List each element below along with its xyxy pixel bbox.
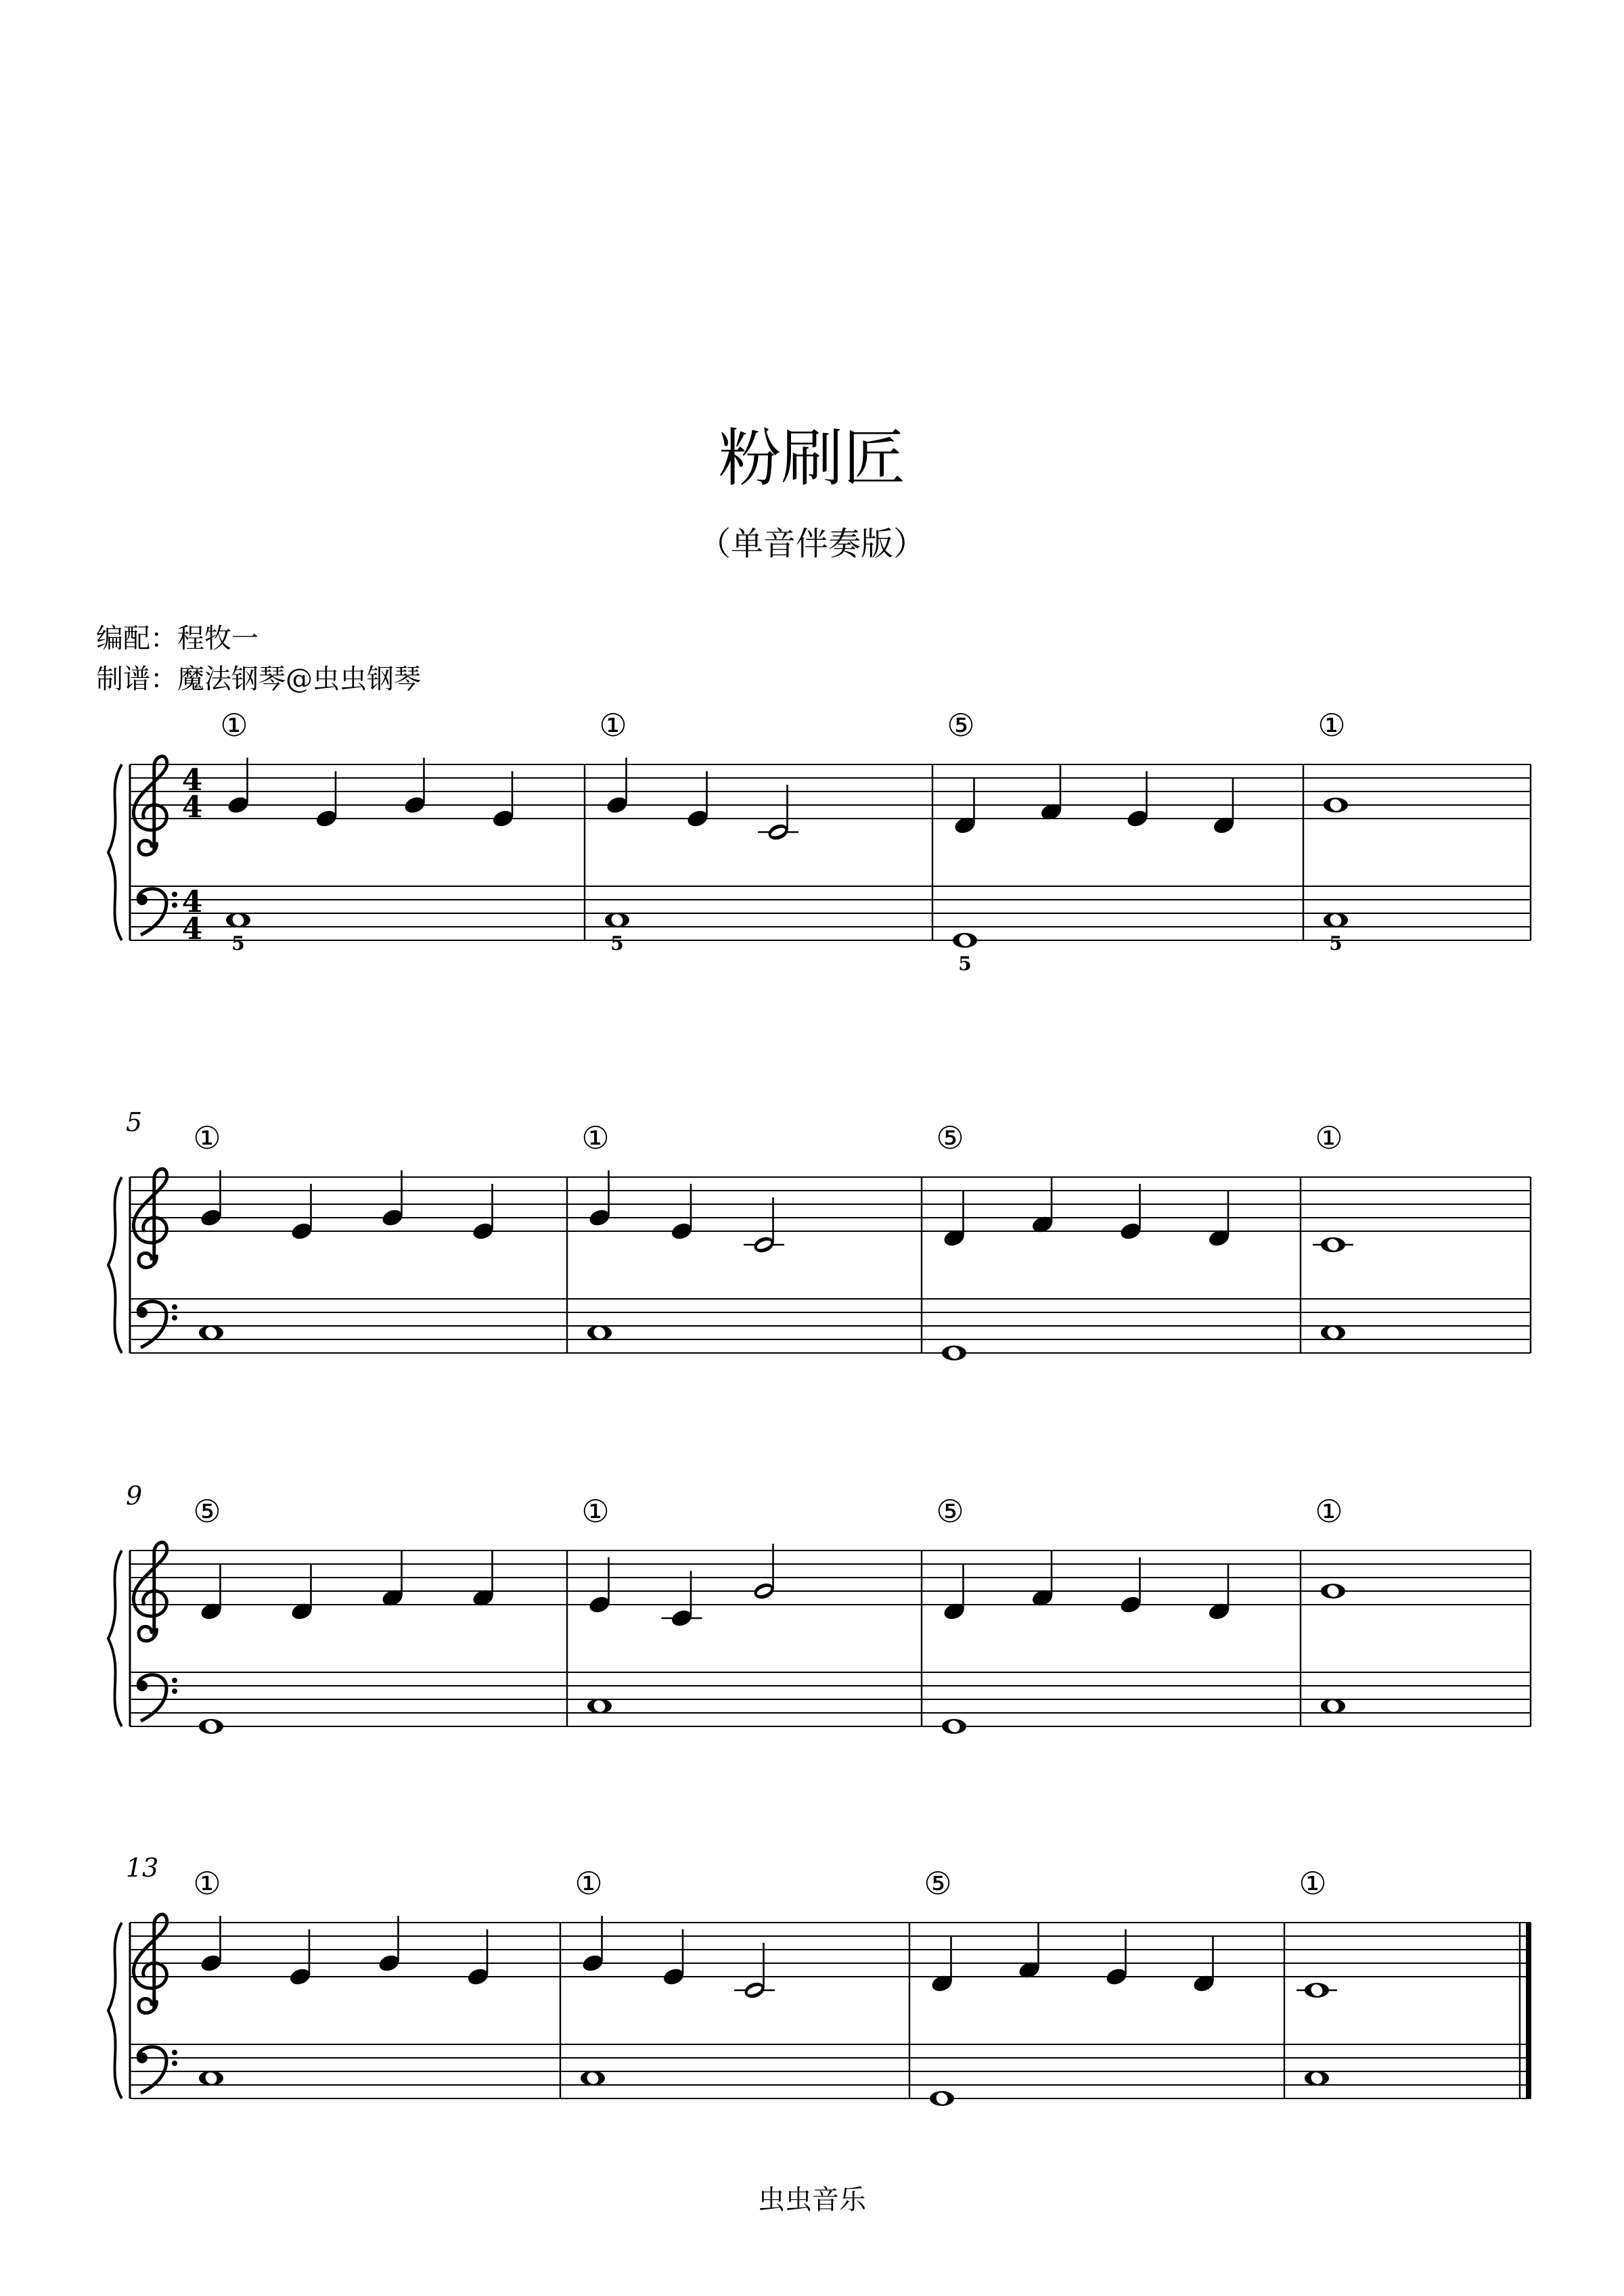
- fingering-number: 5: [231, 932, 245, 955]
- chord-degree-label: ①: [220, 707, 248, 743]
- time-signature-bottom: 4: [181, 790, 203, 825]
- measure-number: 13: [126, 1853, 159, 1883]
- measure-number: 5: [126, 1107, 143, 1137]
- chord-degree-label: ①: [581, 1120, 610, 1156]
- score-subtitle: （单音伴奏版）: [698, 525, 926, 563]
- chord-degree-label: ①: [1299, 1865, 1327, 1902]
- chord-degree-label: ①: [1315, 1493, 1343, 1530]
- publisher-footer: 虫虫音乐: [758, 2184, 866, 2215]
- chord-degree-label: ①: [193, 1865, 221, 1902]
- score-title: 粉刷匠: [718, 422, 905, 495]
- chord-degree-label: ①: [599, 707, 627, 743]
- time-signature-top: 4: [181, 763, 203, 798]
- chord-degree-label: ⑤: [936, 1120, 964, 1156]
- chord-degree-label: ①: [193, 1120, 221, 1156]
- fingering-number: 5: [610, 932, 624, 955]
- bass-clef-icon: [137, 1302, 177, 1348]
- system-brace: [108, 1551, 122, 1726]
- notation-credit: 制谱：魔法钢琴@虫虫钢琴: [96, 664, 421, 695]
- chord-degree-label: ⑤: [936, 1493, 964, 1530]
- system-brace: [108, 1923, 122, 2098]
- system-brace: [108, 764, 122, 940]
- system-brace: [108, 1177, 122, 1353]
- bass-clef-icon: [137, 2047, 177, 2093]
- measure-number: 9: [126, 1481, 143, 1511]
- bass-clef-icon: [137, 1675, 177, 1721]
- chord-degree-label: ①: [574, 1865, 603, 1902]
- chord-degree-label: ⑤: [924, 1865, 952, 1902]
- chord-degree-label: ①: [581, 1493, 610, 1530]
- chord-degree-label: ⑤: [193, 1493, 221, 1530]
- chord-degree-label: ⑤: [947, 707, 975, 743]
- chord-degree-label: ①: [1315, 1120, 1343, 1156]
- fingering-number: 5: [1329, 932, 1343, 955]
- arranger-credit: 编配：程牧一: [96, 623, 258, 654]
- chord-degree-label: ①: [1317, 707, 1346, 743]
- bass-clef-icon: [137, 889, 177, 935]
- fingering-number: 5: [958, 952, 972, 975]
- time-signature-top: 4: [181, 885, 203, 919]
- time-signature-bottom: 4: [181, 912, 203, 946]
